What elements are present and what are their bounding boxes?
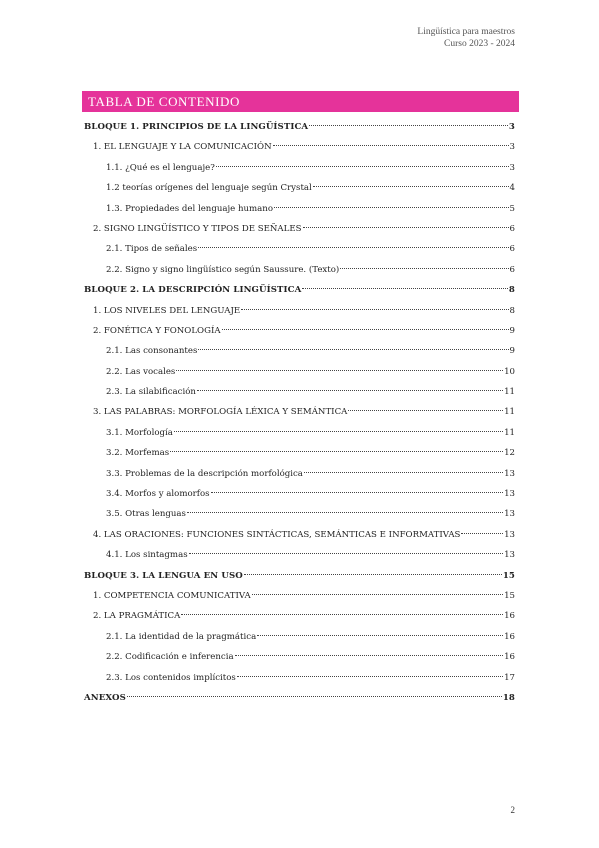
toc-entry-page: 8 [508, 285, 515, 296]
toc-entry-label: BLOQUE 2. LA DESCRIPCIÓN LINGÜÍSTICA [84, 285, 302, 296]
toc-entry-label: 3.5. Otras lenguas [106, 509, 186, 520]
toc-entry-page: 3 [509, 142, 515, 153]
toc-entry-page: 13 [504, 550, 515, 561]
toc-entry[interactable] [84, 280, 515, 300]
toc-entry[interactable] [84, 321, 515, 341]
toc-entry-page: 17 [504, 672, 515, 683]
dot-leader [198, 247, 508, 248]
toc-entry-label: 2.2. Codificación e inferencia [106, 652, 234, 663]
toc-entry-label: 2.1. Las consonantes [106, 346, 198, 357]
dot-leader [340, 268, 508, 269]
dot-leader [211, 492, 504, 493]
dot-leader [189, 553, 503, 554]
dot-leader [176, 370, 503, 371]
toc-entry-label: 1.1. ¿Qué es el lenguaje? [106, 162, 215, 173]
toc-entry-label: 1.2 teorías orígenes del lenguaje según Crystal [106, 183, 312, 194]
dot-leader [241, 309, 508, 310]
toc-entry-label: 2.1. La identidad de la pragmática [106, 631, 257, 642]
dot-leader [174, 431, 503, 432]
toc-entry-page: 16 [504, 631, 515, 642]
toc-entry-page: 13 [504, 529, 515, 540]
toc-entry-page: 3 [509, 162, 515, 173]
dot-leader [252, 594, 503, 595]
toc-entry-label: 2.2. Las vocales [106, 366, 176, 377]
toc-entry[interactable] [84, 117, 515, 137]
running-header [417, 26, 515, 50]
toc-entry-page: 11 [504, 407, 515, 418]
toc-entry-label: 2. LA PRAGMÁTICA [93, 611, 181, 622]
toc-entry[interactable] [84, 178, 515, 198]
toc-entry-label: 3.3. Problemas de la descripción morfológica [106, 468, 303, 479]
toc-entry-page: 9 [509, 346, 515, 357]
toc-entry-page: 15 [502, 570, 515, 581]
toc-entry[interactable] [84, 260, 515, 280]
toc-entry-page: 9 [509, 325, 515, 336]
dot-leader [257, 635, 503, 636]
toc-entry-page: 6 [509, 264, 515, 275]
toc-entry[interactable] [84, 199, 515, 219]
toc-entry-label: 3.1. Morfología [106, 427, 173, 438]
toc-entry-label: ANEXOS [84, 692, 126, 703]
toc-entry[interactable] [84, 627, 515, 647]
dot-leader [237, 676, 503, 677]
toc-entry-label: BLOQUE 3. LA LENGUA EN USO [84, 570, 243, 581]
toc-entry-page: 16 [504, 611, 515, 622]
toc-entry-label: 1.3. Propiedades del lenguaje humano [106, 203, 274, 214]
toc-entry[interactable] [84, 443, 515, 463]
toc-entry[interactable] [84, 504, 515, 524]
toc-entry[interactable] [84, 239, 515, 259]
dot-leader [302, 288, 508, 289]
toc-entry-label: 2. FONÉTICA Y FONOLOGÍA [93, 325, 221, 336]
toc-entry[interactable] [84, 382, 515, 402]
toc-entry-page: 15 [504, 590, 515, 601]
dot-leader [187, 512, 503, 513]
dot-leader [274, 207, 509, 208]
toc-entry-label: BLOQUE 1. PRINCIPIOS DE LA LINGÜÍSTICA [84, 122, 309, 132]
toc-entry[interactable] [84, 362, 515, 382]
toc-entry-page: 12 [504, 448, 515, 459]
toc-entry[interactable] [84, 545, 515, 565]
toc-entry-label: 1. COMPETENCIA COMUNICATIVA [93, 590, 251, 601]
toc-entry-label: 3.2. Morfemas [106, 448, 170, 459]
toc-entry-label: 4. LAS ORACIONES: FUNCIONES SINTÁCTICAS, SEMÁNTICAS E INFORMATIVAS [93, 529, 461, 540]
header-course-year: Curso 2023 - 2024 [444, 39, 515, 49]
toc-entry[interactable] [84, 402, 515, 422]
toc-entry[interactable] [84, 647, 515, 667]
toc-entry[interactable] [84, 525, 515, 545]
toc-entry-page: 4 [509, 183, 515, 194]
page-number: 2 [510, 805, 515, 815]
dot-leader [309, 125, 508, 126]
toc-entry-label: 2.2. Signo y signo lingüístico según Saussure. (Texto) [106, 264, 340, 275]
toc-entry-page: 5 [509, 203, 515, 214]
toc-entry-label: 1. LOS NIVELES DEL LENGUAJE [93, 305, 241, 316]
dot-leader [222, 329, 509, 330]
header-course-title: Lingüística para maestros [417, 27, 515, 37]
toc-entry-page: 18 [502, 692, 515, 703]
toc-entry[interactable] [84, 484, 515, 504]
dot-leader [216, 166, 509, 167]
toc-entry[interactable] [84, 464, 515, 484]
table-of-contents [84, 117, 515, 708]
toc-entry-label: 3.4. Morfos y alomorfos [106, 489, 210, 500]
toc-entry-label: 3. LAS PALABRAS: MORFOLOGÍA LÉXICA Y SEMÁNTICA [93, 407, 348, 418]
toc-entry[interactable] [84, 668, 515, 688]
dot-leader [235, 655, 503, 656]
dot-leader [244, 574, 502, 575]
dot-leader [348, 410, 503, 411]
toc-entry[interactable] [84, 137, 515, 157]
dot-leader [127, 696, 502, 697]
toc-entry-label: 2. SIGNO LINGÜÍSTICO Y TIPOS DE SEÑALES [93, 223, 302, 234]
dot-leader [273, 145, 509, 146]
toc-entry-page: 11 [504, 427, 515, 438]
toc-entry-page: 3 [508, 122, 515, 132]
toc-entry-page: 10 [504, 366, 515, 377]
dot-leader [197, 390, 503, 391]
toc-entry-page: 13 [504, 489, 515, 500]
toc-entry-label: 1. EL LENGUAJE Y LA COMUNICACIÓN [93, 142, 272, 153]
dot-leader [303, 227, 509, 228]
toc-entry-label: 2.3. Los contenidos implícitos [106, 672, 236, 683]
toc-entry-label: 2.1. Tipos de señales [106, 244, 198, 255]
toc-entry[interactable] [84, 606, 515, 626]
toc-entry[interactable] [84, 586, 515, 606]
toc-entry-page: 11 [504, 387, 515, 398]
toc-entry-page: 8 [509, 305, 515, 316]
toc-entry-label: 2.3. La silabificación [106, 387, 196, 398]
toc-entry[interactable] [84, 219, 515, 239]
dot-leader [170, 451, 503, 452]
toc-entry[interactable] [84, 341, 515, 361]
toc-entry[interactable] [84, 566, 515, 586]
dot-leader [313, 186, 509, 187]
dot-leader [181, 614, 503, 615]
toc-entry-page: 13 [504, 509, 515, 520]
dot-leader [461, 533, 503, 534]
toc-entry[interactable] [84, 688, 515, 708]
dot-leader [198, 349, 508, 350]
dot-leader [304, 472, 503, 473]
toc-entry[interactable] [84, 158, 515, 178]
toc-entry-page: 13 [504, 468, 515, 479]
toc-heading: TABLA DE CONTENIDO [82, 91, 519, 112]
toc-entry-page: 16 [504, 652, 515, 663]
toc-entry[interactable] [84, 423, 515, 443]
toc-entry-page: 6 [509, 223, 515, 234]
toc-entry-label: 4.1. Los sintagmas [106, 550, 188, 561]
toc-entry-page: 6 [509, 244, 515, 255]
toc-entry[interactable] [84, 301, 515, 321]
